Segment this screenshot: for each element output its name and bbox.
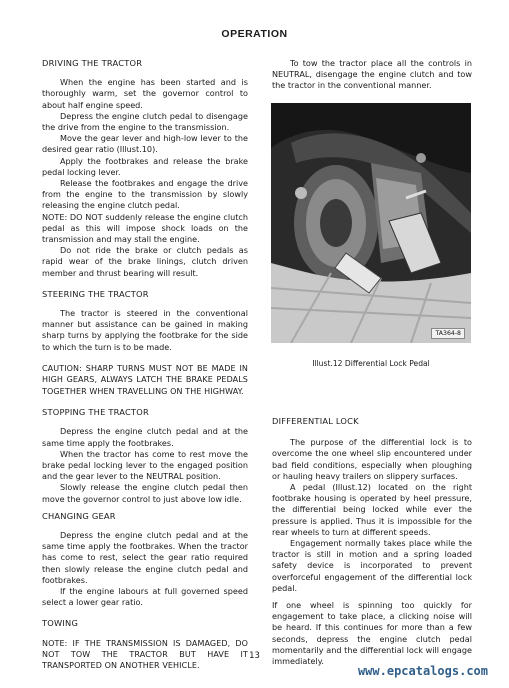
left-column	[42, 58, 248, 672]
towing-heading: TOWING	[42, 618, 79, 629]
driving-note: NOTE: DO NOT suddenly release the engine clutch pedal as this will impose shock loads on the transmission and may stall the engine.	[42, 211, 248, 245]
differential-lock-paragraph: A pedal (Illust.12) located on the right footbrake housing is operated by heel pressure, the differential being locked while ever the pressure is applied. Thus it is impossible for the rear wheels to turn at different speeds.	[272, 482, 472, 537]
stopping-paragraph: When the tractor has come to rest move the brake pedal locking lever to the engaged position and the gear lever to the NEUTRAL position.	[42, 448, 248, 482]
changing-gear-paragraph: If the engine labours at full governed speed select a lower gear ratio.	[42, 585, 248, 608]
differential-lock-section	[272, 416, 472, 667]
watermark: www.epcatalogs.com	[357, 664, 488, 678]
photo-illustration	[271, 103, 471, 343]
stopping-paragraph: Depress the engine clutch pedal and at the same time apply the footbrakes.	[42, 426, 248, 448]
page-title: OPERATION	[221, 28, 288, 40]
driving-paragraph: Apply the footbrakes and release the brake pedal locking lever.	[42, 155, 248, 177]
driving-paragraph: Release the footbrakes and engage the drive from the engine to the transmission by slowly releasing the engine clutch pedal.	[42, 178, 248, 211]
differential-lock-heading: DIFFERENTIAL LOCK	[272, 416, 359, 426]
photo-reference-label: TA364-8	[431, 328, 465, 339]
driving-heading: DRIVING THE TRACTOR	[42, 58, 143, 68]
differential-lock-photo	[271, 103, 471, 343]
steering-heading: STEERING THE TRACTOR	[42, 288, 149, 299]
right-column	[272, 58, 472, 92]
driving-paragraph: Move the gear lever and high-low lever to the desired gear ratio (Illust.10).	[42, 133, 248, 155]
tow-intro-paragraph: To tow the tractor place all the controls in NEUTRAL, disengage the engine clutch and tow the tractor in the conventional manner.	[272, 58, 472, 91]
steering-caution: CAUTION: SHARP TURNS MUST NOT BE MADE IN HIGH GEARS, ALWAYS LATCH THE BRAKE PEDALS TOGETHER WHEN TRAVELLING ON THE HIGHWAY.	[42, 363, 248, 396]
changing-gear-heading: CHANGING GEAR	[42, 510, 116, 521]
driving-paragraph: When the engine has been started and is thoroughly warm, set the governor control to about half engine speed.	[42, 77, 248, 110]
differential-lock-paragraph: Engagement normally takes place while the tractor is still in motion and a spring loaded safety device is incorporated to prevent overforceful engagement of the differential lock pedal.	[272, 538, 472, 593]
changing-gear-paragraph: Depress the engine clutch pedal and at the same time apply the footbrakes. When the tractor has come to rest, select the gear ratio required then slowly release the engine clutch pedal and footbrakes.	[42, 529, 248, 585]
driving-note-followup: Do not ride the brake or clutch pedals as rapid wear of the brake linings, clutch driven member and thrust bearing will result.	[42, 245, 248, 278]
differential-lock-paragraph: The purpose of the differential lock is to overcome the one wheel slip encountered under bad field conditions, especially when ploughing or hauling heavy trailers on slippery surfaces.	[272, 437, 472, 481]
steering-paragraph: The tractor is steered in the conventional manner but assistance can be gained in making sharp turns by applying the footbrake for the side to which the turn is to be made.	[42, 308, 248, 352]
differential-lock-paragraph: If one wheel is spinning too quickly for engagement to take place, a clicking noise will be heard. If this continues for more than a few seconds, depress the engine clutch pedal momentarily and the differential lock will engage immediately.	[272, 600, 472, 667]
stopping-heading: STOPPING THE TRACTOR	[42, 407, 149, 418]
stopping-paragraph: Slowly release the engine clutch pedal then move the governor control to just above low idle.	[42, 482, 248, 504]
towing-note: NOTE: IF THE TRANSMISSION IS DAMAGED, DO NOT TOW THE TRACTOR BUT HAVE IT TRANSPORTED ON ANOTHER VEHICLE.	[42, 638, 248, 671]
photo-caption: Illust.12 Differential Lock Pedal	[312, 359, 430, 368]
driving-paragraph: Depress the engine clutch pedal to disengage the drive from the engine to the transmission.	[42, 110, 248, 133]
page-number: 13	[249, 651, 260, 661]
